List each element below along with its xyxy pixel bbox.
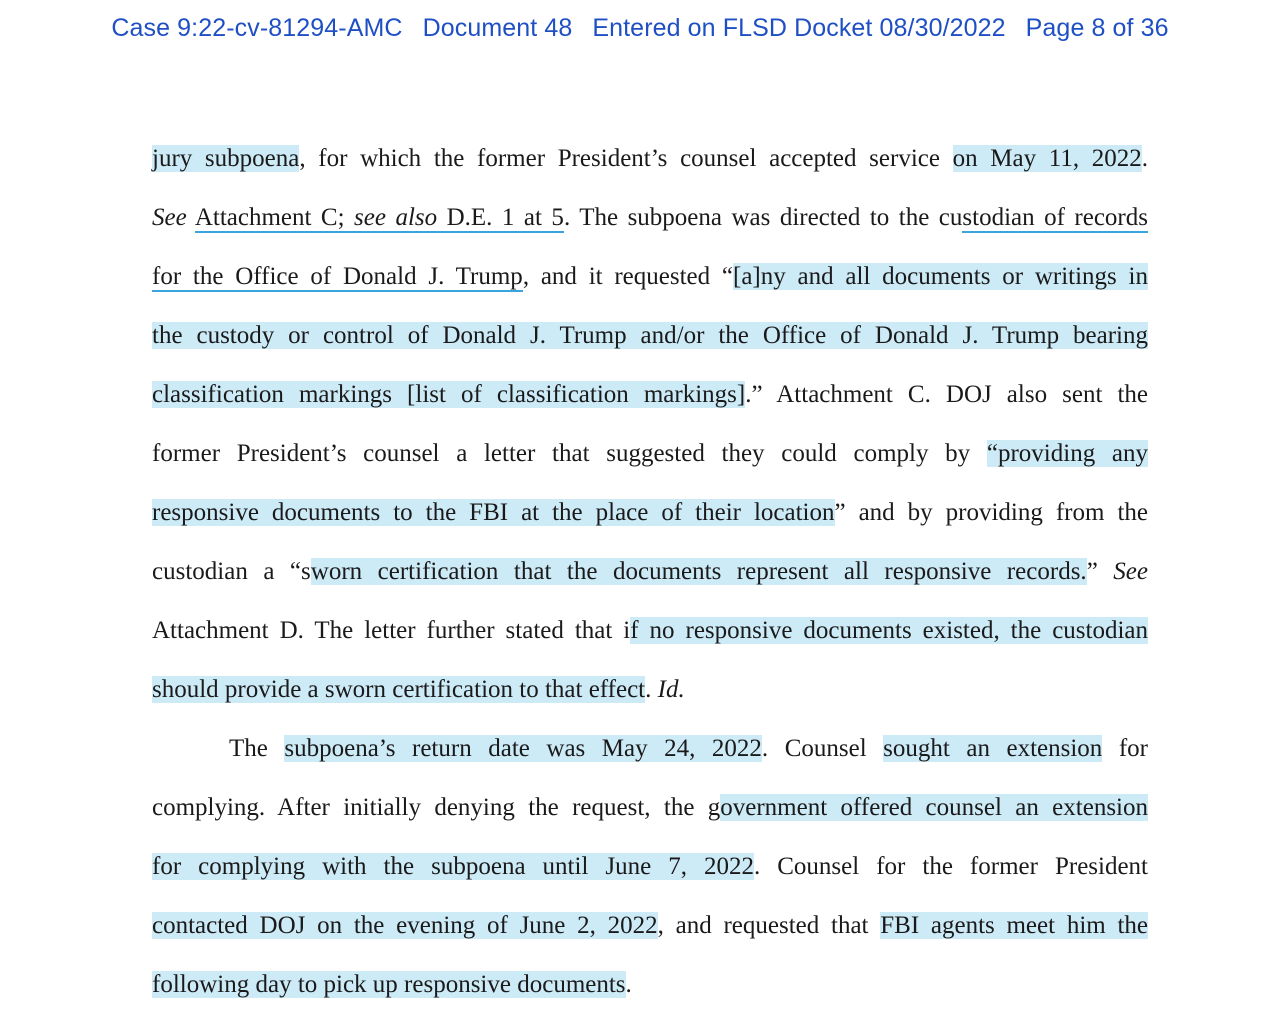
- underlined-text: for the Office of Donald J. Trump: [152, 263, 523, 290]
- underlined-text: see also: [354, 204, 438, 231]
- highlighted-text: contacted DOJ on the evening of June 2, 2022: [152, 912, 658, 939]
- text-run: [187, 204, 195, 231]
- text-line: [152, 196, 1148, 255]
- text-line: [152, 550, 1148, 609]
- docket-header: [0, 14, 1280, 43]
- page-number: Page 8 of 36: [1025, 14, 1169, 42]
- text-line: [152, 137, 1148, 196]
- text-line: [152, 373, 1148, 432]
- text-run: .: [625, 971, 632, 998]
- highlighted-text: overnment offered counsel an extension: [720, 794, 1148, 821]
- underlined-text: D.E. 1 at 5: [437, 204, 564, 231]
- text-run: ” and by providing from the: [834, 499, 1148, 526]
- highlighted-text: worn certification that the documents represent all responsive records.: [310, 558, 1087, 585]
- text-line: [152, 845, 1148, 904]
- text-run: , for which the former President’s counsel accepted service: [299, 145, 953, 172]
- text-line: [152, 668, 1148, 727]
- text-line: [152, 432, 1148, 491]
- text-run: . Counsel: [761, 735, 884, 762]
- highlighted-text: for complying with the subpoena until June 7, 2022: [152, 853, 754, 880]
- text-line: [152, 491, 1148, 550]
- text-run: custodian a “s: [152, 558, 311, 585]
- text-run: ”: [1086, 558, 1114, 585]
- highlighted-text: FBI agents meet him the: [880, 912, 1148, 939]
- text-line: [152, 255, 1148, 314]
- case-number: Case 9:22-cv-81294-AMC: [111, 14, 403, 42]
- text-run: . Counsel for the former President: [754, 853, 1149, 880]
- text-line: [152, 904, 1148, 963]
- text-run: The: [229, 735, 285, 762]
- text-run: former President’s counsel a letter that suggested they could comply by: [152, 440, 987, 467]
- text-line: [152, 963, 1148, 1022]
- text-run: , and requested that: [657, 912, 881, 939]
- highlighted-text: f no responsive documents existed, the custodian: [630, 617, 1149, 644]
- underlined-text: Attachment C;: [194, 204, 355, 231]
- text-run: for: [1102, 735, 1148, 762]
- text-run: See: [1113, 558, 1148, 585]
- text-line: [152, 786, 1148, 845]
- highlighted-text: jury subpoena: [152, 145, 300, 172]
- text-run: See: [152, 204, 187, 231]
- text-run: .: [1141, 145, 1148, 172]
- highlighted-text: sought an extension: [883, 735, 1103, 762]
- text-run: Id.: [657, 676, 685, 703]
- text-run: . The subpoena was directed to the cu: [563, 204, 963, 231]
- highlighted-text: on May 11, 2022: [952, 145, 1142, 172]
- text-run: .” Attachment C. DOJ also sent the: [745, 381, 1148, 408]
- text-line: [152, 727, 1148, 786]
- highlighted-text: following day to pick up responsive documents: [152, 971, 626, 998]
- text-run: Attachment D. The letter further stated that i: [152, 617, 631, 644]
- highlighted-text: the custody or control of Donald J. Trump and/or the Office of Donald J. Trump bearing: [152, 322, 1148, 349]
- highlighted-text: responsive documents to the FBI at the place of their location: [152, 499, 835, 526]
- text-line: [152, 609, 1148, 668]
- highlighted-text: [a]ny and all documents or writings in: [733, 263, 1148, 290]
- document-body: [152, 137, 1148, 1022]
- underlined-text: stodian of records: [962, 204, 1148, 231]
- text-run: , and it requested “: [522, 263, 734, 290]
- highlighted-text: should provide a sworn certification to that effect: [152, 676, 646, 703]
- text-run: complying. After initially denying the request, the g: [152, 794, 721, 821]
- highlighted-text: subpoena’s return date was May 24, 2022: [284, 735, 762, 762]
- document-number: Document 48: [422, 14, 573, 42]
- highlighted-text: “providing any: [986, 440, 1148, 467]
- docket-entry: Entered on FLSD Docket 08/30/2022: [592, 14, 1006, 42]
- highlighted-text: classification markings [list of classification markings]: [152, 381, 746, 408]
- text-run: .: [645, 676, 658, 703]
- text-line: [152, 314, 1148, 373]
